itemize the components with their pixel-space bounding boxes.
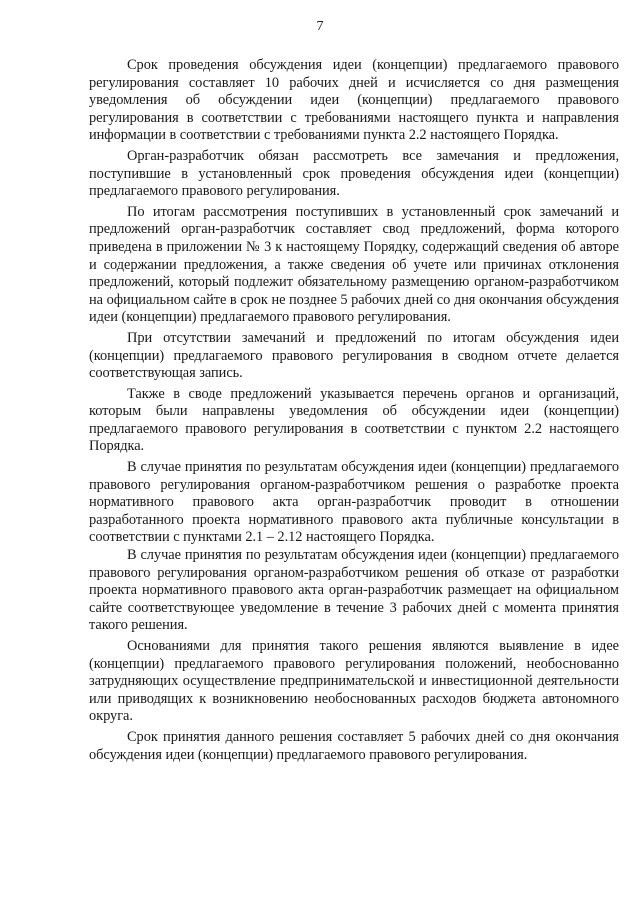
paragraph-decision-refuse: В случае принятия по результатам обсуждения идеи (концепции) предлагаемого правового регулирования органом-разработчиком решения об отказе от разработки проекта нормативного правового акта орган-разработчик размещает на официальном сайте соответствующее уведомление в течение 3 рабочих дней с момента принятия такого решения. xyxy=(89,547,619,634)
paragraph-proposals-summary: По итогам рассмотрения поступивших в установленный срок замечаний и предложений орган-разработчик составляет свод предложений, форма которого приведена в приложении № 3 к настоящему Порядку, содержащий сведения об авторе и содержании предложения, а также сведения об учете или причинах отклонения предложений, который подлежит обязательному размещению органом-разработчиком на официальном сайте в срок не позднее 5 рабочих дней со дня окончания обсуждения идеи (концепции) предлагаемого правового регулирования. xyxy=(89,203,619,326)
page-number: 7 xyxy=(316,19,324,34)
paragraph-discussion-period: Срок проведения обсуждения идеи (концепции) предлагаемого правового регулирования составляет 10 рабочих дней и исчисляется со дня размещения уведомления об обсуждении идеи (концепции) предлагаемого правового регулирования в соответствии с требованиями настоящего пункта и направления информации в соответствии с требованиями пункта 2.2 настоящего Порядка. xyxy=(89,57,619,144)
paragraph-no-comments: При отсутствии замечаний и предложений по итогам обсуждения идеи (концепции) предлагаемого правового регулирования в сводном отчете делается соответствующая запись. xyxy=(89,329,619,382)
paragraph-decision-term: Срок принятия данного решения составляет 5 рабочих дней со дня окончания обсуждения идеи (концепции) предлагаемого правового регулирования. xyxy=(89,728,619,763)
paragraph-decision-develop: В случае принятия по результатам обсуждения идеи (концепции) предлагаемого правового регулирования органом-разработчиком решения о разработке проекта нормативного правового акта орган-разработчик проводит в отношении разработанного проекта нормативного правового акта публичные консультации в соответствии с пунктами 2.1 – 2.12 настоящего Порядка. xyxy=(89,459,619,546)
paragraph-refusal-grounds: Основаниями для принятия такого решения являются выявление в идее (концепции) предлагаемого правового регулирования положений, необоснованно затрудняющих осуществление предпринимательской и инвестиционной деятельности или приводящих к возникновению необоснованных расходов бюджета автономного округа. xyxy=(89,638,619,725)
body-text xyxy=(89,57,619,764)
paragraph-developer-obligation: Орган-разработчик обязан рассмотреть все замечания и предложения, поступившие в установленный срок проведения обсуждения идеи (концепции) предлагаемого правового регулирования. xyxy=(89,147,619,200)
paragraph-bodies-list: Также в своде предложений указывается перечень органов и организаций, которым были направлены уведомления об обсуждении идеи (концепции) предлагаемого правового регулирования в соответствии с пунктом 2.2 настоящего Порядка. xyxy=(89,385,619,455)
